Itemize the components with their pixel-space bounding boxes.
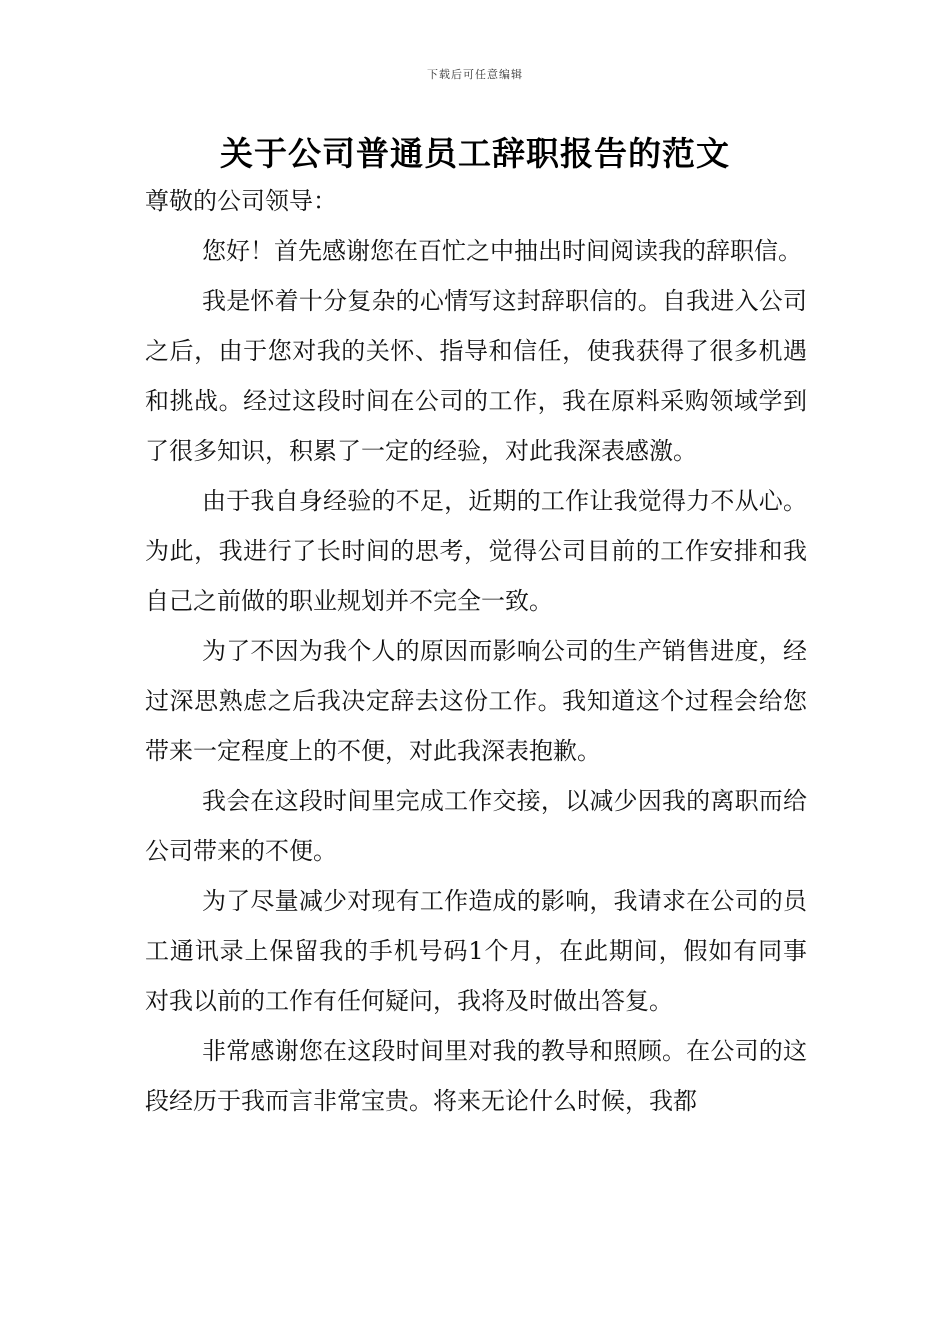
paragraph-thanks: 非常感谢您在这段时间里对我的教导和照顾。在公司的这段经历于我而言非常宝贵。将来无论什么时候，我都 [145,1037,807,1115]
paragraph-gratitude: 我是怀着十分复杂的心情写这封辞职信的。自我进入公司之后，由于您对我的关怀、指导和信任，使我获得了很多机遇和挑战。经过这段时间在公司的工作，我在原料采购领域学到了很多知识，积累了一定的经验，对此我深表感激。 [145,287,807,465]
paragraph-greeting: 您好！首先感谢您在百忙之中抽出时间阅读我的辞职信。 [202,237,802,265]
letter-body [145,176,807,1126]
document-title: 关于公司普通员工辞职报告的范文 [220,134,730,173]
paragraph-handover: 我会在这段时间里完成工作交接，以减少因我的离职而给公司带来的不便。 [145,787,807,865]
paragraph-contact: 为了尽量减少对现有工作造成的影响，我请求在公司的员工通讯录上保留我的手机号码1个月，在此期间，假如有同事对我以前的工作有任何疑问，我将及时做出答复。 [145,887,807,1015]
paragraph-reason: 由于我自身经验的不足，近期的工作让我觉得力不从心。为此，我进行了长时间的思考，觉得公司目前的工作安排和我自己之前做的职业规划并不完全一致。 [145,487,807,615]
header-note: 下载后可任意编辑 [427,68,523,81]
paragraph-decision: 为了不因为我个人的原因而影响公司的生产销售进度，经过深思熟虑之后我决定辞去这份工作。我知道这个过程会给您带来一定程度上的不便，对此我深表抱歉。 [145,637,807,765]
salutation: 尊敬的公司领导： [145,187,337,215]
